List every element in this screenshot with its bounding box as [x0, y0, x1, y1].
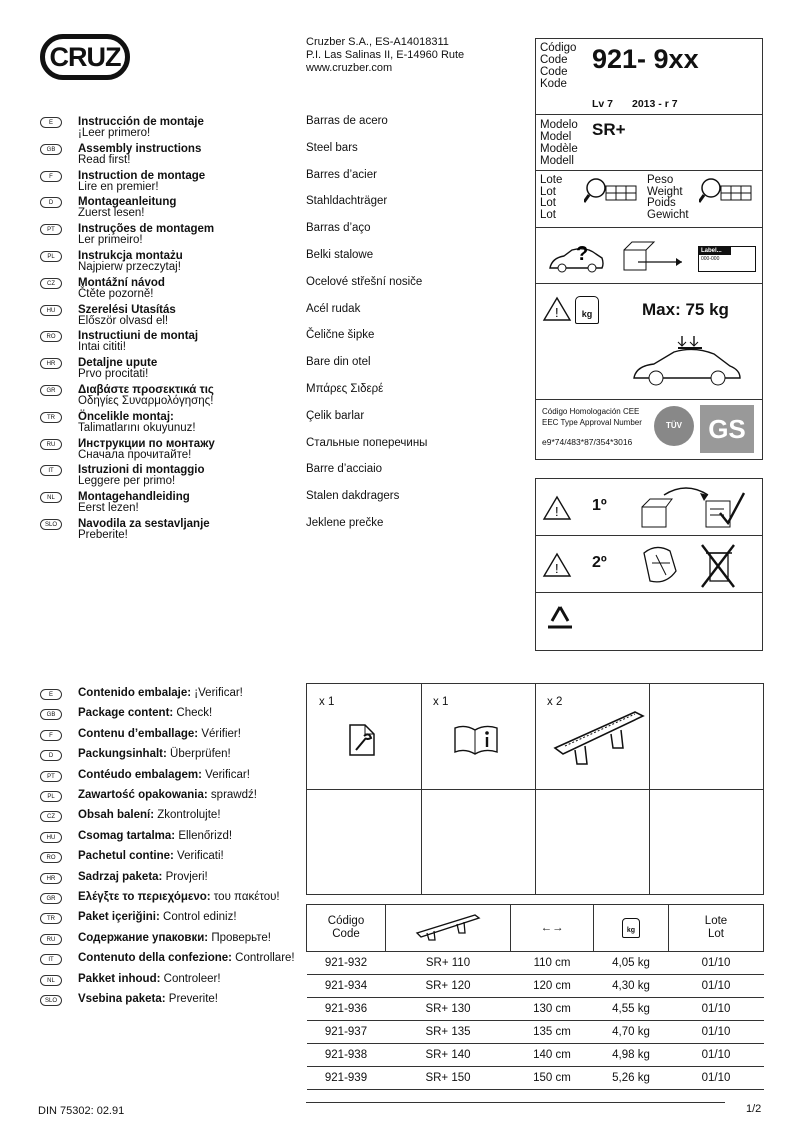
language-badge: RU [40, 439, 62, 450]
language-badge: TR [40, 412, 62, 423]
package-label: Ελέγξτε το περιεχόμενο: [78, 891, 211, 903]
instruction-title: Detaljne upute [78, 357, 158, 370]
instruction-subtitle: Ler primeiro! [78, 234, 143, 247]
instruction-subtitle: Először olvasd el! [78, 314, 169, 327]
package-label: Contenuto della confezione: [78, 952, 232, 965]
gs-seal: GS [700, 405, 754, 453]
weight-icon: kg [622, 918, 640, 938]
company-web: www.cruzber.com [306, 62, 393, 74]
recycle-icon [542, 603, 578, 639]
bar-name: Belki stalowe [306, 249, 374, 261]
language-badge: TR [40, 913, 62, 924]
package-text: Preverite! [165, 993, 218, 1005]
cell-length: 135 cm [511, 1021, 594, 1044]
language-badge: SLO [40, 519, 62, 530]
instruction-subtitle: Talimatlarını okuyunuz! [78, 421, 196, 434]
instruction-title: Assembly instructions [78, 142, 202, 155]
language-badge: PL [40, 251, 62, 262]
cruz-logo: CRUZ [40, 34, 130, 80]
instruction-title: Instruction de montage [78, 169, 206, 182]
instruction-title: Instrukcja montażu [78, 250, 183, 262]
cell-code: 921-932 [307, 952, 386, 975]
label-tag [698, 246, 756, 272]
bar-name: Steel bars [306, 141, 358, 154]
label-tag-title: Label... [699, 247, 731, 255]
grid-divider [307, 789, 763, 790]
bar-name: Barre d’acciaio [306, 463, 383, 476]
label-tag-number: 000-000 [701, 256, 720, 262]
package-label: Zawartość opakowania: [78, 789, 208, 801]
table-header-row [307, 905, 764, 952]
col-bar [386, 905, 511, 952]
package-line [78, 707, 212, 719]
language-badge: HU [40, 832, 62, 843]
car-roof-load-icon [630, 332, 744, 392]
code-value: 921- 9xx [592, 44, 699, 74]
instruction-subtitle: ¡Leer primero! [78, 127, 151, 139]
cell-length: 150 cm [511, 1067, 594, 1090]
package-text: Check! [173, 707, 213, 720]
instruction-title: Διαβάστε προσεκτικά τις [78, 384, 214, 396]
lot-table [306, 904, 764, 1090]
package-label: Содержание упаковки: [78, 931, 209, 944]
language-badge: IT [40, 465, 62, 476]
svg-text:!: ! [555, 504, 559, 519]
col-weight [594, 905, 669, 952]
language-badge: NL [40, 492, 62, 503]
package-label: Contéudo embalagem: [78, 768, 202, 781]
cell-model: SR+ 135 [386, 1021, 511, 1044]
recycle-box [535, 592, 763, 651]
instruction-subtitle: Οδηγίες Συναρμολόγησης! [78, 395, 214, 407]
bar-name: Barras de acero [306, 115, 388, 127]
code-labels: Código Code Code Kode [540, 42, 577, 90]
cell-lot: 01/10 [669, 1067, 764, 1090]
magnifier-icon [584, 176, 640, 208]
instruction-title: Instructiuni de montaj [78, 330, 199, 343]
package-line [78, 830, 232, 842]
max-load: Max: 75 kg [642, 300, 729, 319]
step-1-box [535, 478, 763, 536]
cell-code: 921-936 [307, 998, 386, 1021]
package-label: Paket içeriğini: [78, 911, 160, 924]
package-text: Zkontrolujte! [154, 809, 221, 822]
cell-length: 110 cm [511, 952, 594, 975]
cell-lot: 01/10 [669, 998, 764, 1021]
content-qty: x 1 [433, 696, 449, 708]
svg-text:?: ? [576, 243, 589, 265]
instruction-subtitle: Lire en premier! [78, 180, 159, 193]
step-2-box [535, 535, 763, 593]
magnifier-icon [699, 176, 755, 208]
cell-code: 921-938 [307, 1044, 386, 1067]
package-line [78, 850, 224, 862]
cell-weight: 4,05 kg [594, 952, 669, 975]
revision: 2013 - r 7 [632, 98, 678, 110]
instruction-subtitle: Preberite! [78, 529, 128, 541]
package-label: Obsah balení: [78, 809, 155, 822]
package-text: Ellenőrizd! [175, 829, 233, 842]
cell-weight: 4,98 kg [594, 1044, 669, 1067]
instruction-subtitle: Čtěte pozorně! [78, 287, 154, 300]
page-number: 1/2 [746, 1103, 762, 1115]
language-badge: GR [40, 385, 62, 396]
package-label: Vsebina paketa: [78, 993, 166, 1005]
bar-name: Barres d’acier [306, 168, 377, 181]
bar-name: Ocelové střešní nosiče [306, 275, 423, 288]
instruction-subtitle: Prvo procitati! [78, 368, 149, 381]
language-badge: PL [40, 791, 62, 802]
language-badge: D [40, 750, 62, 761]
weight-labels: Peso Weight Poids Gewicht [647, 174, 689, 221]
version: Lv 7 [592, 98, 614, 110]
language-badge: F [40, 730, 62, 741]
language-badge: RO [40, 852, 62, 863]
instruction-title: Instrucción de montaje [78, 116, 204, 128]
language-badge: RU [40, 934, 62, 945]
model-labels: Modelo Model Modèle Modell [540, 119, 578, 167]
max-load-box [535, 283, 763, 400]
package-line [78, 871, 208, 883]
package-label: Csomag tartalma: [78, 829, 176, 842]
instruction-subtitle: Сначала прочитайте! [78, 448, 192, 461]
model-box [535, 114, 763, 171]
package-text: Verificar! [201, 768, 250, 781]
cell-weight: 4,55 kg [594, 998, 669, 1021]
package-line [78, 993, 218, 1005]
instruction-subtitle: Zuerst lesen! [78, 207, 145, 220]
cell-code: 921-934 [307, 975, 386, 998]
roof-bar-icon [551, 710, 647, 770]
instruction-title: Instruções de montagem [78, 223, 215, 236]
package-line [78, 911, 237, 923]
package-text: Verificati! [173, 850, 224, 863]
package-label: Pakket inhoud: [78, 972, 161, 985]
svg-text:!: ! [555, 305, 559, 320]
approval-box [535, 399, 763, 460]
package-line [78, 728, 241, 740]
cell-length: 120 cm [511, 975, 594, 998]
package-line [78, 748, 231, 760]
table-row [307, 952, 764, 975]
package-label: Sadrzaj paketa: [78, 870, 163, 883]
package-text: Controleer! [160, 972, 221, 985]
bar-name: Çelik barlar [306, 409, 365, 422]
table-row [307, 1044, 764, 1067]
language-badge: PT [40, 224, 62, 235]
package-line [78, 769, 250, 781]
cell-length: 130 cm [511, 998, 594, 1021]
language-badge: GB [40, 144, 62, 155]
tuv-seal: TÜV [654, 406, 694, 446]
roof-bar-icon [413, 911, 483, 941]
package-text: Проверьте! [208, 931, 271, 944]
model-value: SR+ [592, 120, 626, 139]
label-location-box [535, 227, 763, 284]
cell-code: 921-939 [307, 1067, 386, 1090]
homologation-en: EEC Type Approval Number [542, 418, 642, 427]
cell-weight: 4,70 kg [594, 1021, 669, 1044]
package-label: Packungsinhalt: [78, 748, 167, 761]
package-label: Pachetul contine: [78, 850, 174, 863]
package-text: Vérifier! [198, 727, 241, 740]
bar-name: Acél rudak [306, 302, 361, 315]
table-row [307, 1067, 764, 1090]
lot-weight-box [535, 170, 763, 228]
language-badge: GB [40, 709, 62, 720]
package-line [78, 809, 221, 821]
footer-rule [306, 1102, 725, 1103]
instruction-title: Istruzioni di montaggio [78, 464, 205, 477]
package-text: Überprüfen! [166, 748, 231, 761]
bar-name: Stahldachträger [306, 195, 388, 208]
cell-model: SR+ 120 [386, 975, 511, 998]
tools-document-icon [347, 722, 377, 758]
package-text: Controllare! [231, 952, 295, 965]
package-text: Provjeri! [162, 870, 208, 883]
instruction-title: Инструкции по монтажу [78, 437, 215, 450]
cell-model: SR+ 140 [386, 1044, 511, 1067]
language-badge: HR [40, 873, 62, 884]
no-trash-icon [636, 541, 736, 589]
package-line [78, 891, 280, 903]
warning-icon [542, 552, 572, 578]
weight-icon: kg [575, 296, 599, 324]
language-badge: F [40, 171, 62, 182]
package-line [78, 789, 257, 801]
step-1-label: 1º [592, 497, 607, 514]
language-badge: HR [40, 358, 62, 369]
cell-lot: 01/10 [669, 952, 764, 975]
bar-name: Barras d’aço [306, 222, 371, 235]
table-row [307, 975, 764, 998]
package-text: Control ediniz! [159, 911, 237, 924]
language-badge: CZ [40, 811, 62, 822]
code-box [535, 38, 763, 115]
cell-model: SR+ 150 [386, 1067, 511, 1090]
bar-name: Čelične šipke [306, 329, 375, 342]
bar-name: Bare din otel [306, 356, 371, 369]
package-line [78, 952, 295, 964]
language-badge: IT [40, 954, 62, 965]
lot-labels: Lote Lot Lot Lot [540, 174, 563, 221]
contents-grid [306, 683, 764, 895]
language-badge: NL [40, 975, 62, 986]
cell-model: SR+ 130 [386, 998, 511, 1021]
content-qty: x 2 [547, 696, 563, 708]
bar-name: Μπάρες Σιδερέ [306, 383, 384, 395]
instruction-subtitle: Intai cititi! [78, 341, 126, 354]
instruction-subtitle: Leggere per primo! [78, 475, 176, 488]
package-text: του πακέτου! [210, 891, 280, 903]
step-2-label: 2º [592, 554, 607, 571]
instruction-subtitle: Najpierw przeczytaj! [78, 261, 181, 273]
instruction-subtitle: Read first! [78, 153, 131, 166]
cell-length: 140 cm [511, 1044, 594, 1067]
col-code: Código Code [307, 905, 386, 952]
language-badge: E [40, 689, 62, 700]
package-text: sprawdź! [207, 789, 257, 801]
cell-lot: 01/10 [669, 1021, 764, 1044]
package-label: Contenido embalaje: [78, 687, 192, 699]
homologation-es: Código Homologación CEE [542, 407, 640, 416]
instruction-subtitle: Eerst lezen! [78, 502, 139, 515]
cell-lot: 01/10 [669, 975, 764, 998]
package-label: Package content: [78, 707, 174, 720]
language-badge: GR [40, 893, 62, 904]
package-line [78, 932, 271, 944]
language-badge: HU [40, 305, 62, 316]
cell-weight: 5,26 kg [594, 1067, 669, 1090]
instruction-title: Montageanleitung [78, 196, 177, 209]
table-row [307, 1021, 764, 1044]
content-qty: x 1 [319, 696, 335, 708]
instruction-title: Montážní návod [78, 276, 165, 289]
instruction-title: Montagehandleiding [78, 491, 190, 504]
car-question-icon [546, 240, 606, 274]
din-standard: DIN 75302: 02.91 [38, 1105, 125, 1117]
cell-model: SR+ 110 [386, 952, 511, 975]
cell-weight: 4,30 kg [594, 975, 669, 998]
col-length: ←→ [511, 905, 594, 952]
bar-name: Стальные поперечины [306, 436, 428, 449]
cell-code: 921-937 [307, 1021, 386, 1044]
company-name: Cruzber S.A., ES-A14018311 [306, 36, 449, 48]
svg-text:!: ! [555, 561, 559, 576]
warning-icon [542, 495, 572, 521]
language-badge: RO [40, 331, 62, 342]
bar-name: Stalen dakdragers [306, 490, 400, 503]
package-line [78, 973, 221, 985]
language-badge: E [40, 117, 62, 128]
language-badge: PT [40, 771, 62, 782]
package-line [78, 687, 243, 699]
package-text: ¡Verificar! [191, 687, 243, 699]
table-row [307, 998, 764, 1021]
cell-lot: 01/10 [669, 1044, 764, 1067]
info-manual-icon [453, 722, 499, 756]
company-address: P.I. Las Salinas II, E-14960 Rute [306, 49, 465, 61]
homologation-number: e9*74/483*87/354*3016 [542, 437, 633, 447]
language-badge: D [40, 197, 62, 208]
bar-name: Jeklene prečke [306, 517, 384, 529]
language-badge: CZ [40, 278, 62, 289]
box-arrow-icon [620, 238, 690, 274]
company-info [306, 36, 464, 75]
instruction-title: Navodila za sestavljanje [78, 518, 210, 530]
language-badge: SLO [40, 995, 62, 1006]
package-label: Contenu d’emballage: [78, 727, 199, 740]
homologation-label [542, 406, 642, 428]
warning-icon [542, 296, 572, 322]
col-lot: Lote Lot [669, 905, 764, 952]
instruction-title: Öncelikle montaj: [78, 410, 174, 423]
instruction-title: Szerelési Utasítás [78, 303, 176, 316]
unbox-check-icon [636, 485, 746, 531]
